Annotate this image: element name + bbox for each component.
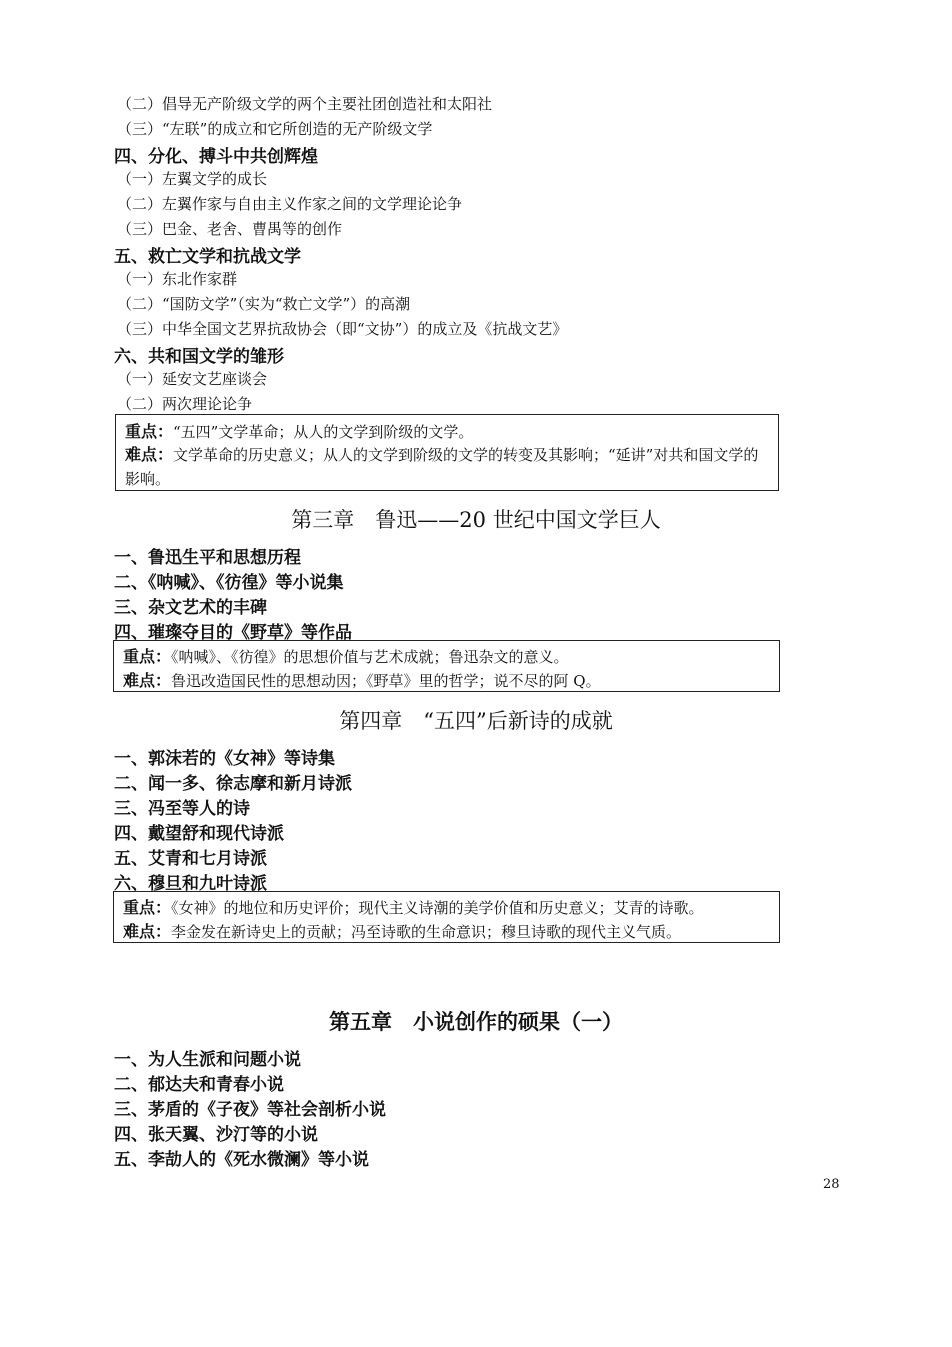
chapter-item: 六、穆旦和九叶诗派 xyxy=(114,874,267,894)
chapter-item: 一、鲁迅生平和思想历程 xyxy=(114,548,301,568)
difficulty-label: 难点： xyxy=(123,922,172,941)
subsection-line: （二）“国防文学”（实为“救亡文学”）的高潮 xyxy=(117,295,411,313)
subsection-line: （一）左翼文学的成长 xyxy=(117,170,268,188)
key-point-label: 重点： xyxy=(125,422,174,441)
chapter-item: 二、闻一多、徐志摩和新月诗派 xyxy=(114,774,352,794)
page-number: 28 xyxy=(823,1177,840,1192)
chapter-item: 二、《呐喊》、《彷徨》等小说集 xyxy=(114,573,344,593)
subsection-line: （一）延安文艺座谈会 xyxy=(117,370,268,388)
key-points-box xyxy=(113,640,780,692)
subsection-line: （二）两次理论论争 xyxy=(117,395,253,413)
chapter-item: 一、郭沫若的《女神》等诗集 xyxy=(114,749,335,769)
subsection-line: （三）“左联”的成立和它所创造的无产阶级文学 xyxy=(117,120,433,138)
key-point-row xyxy=(123,644,569,667)
key-point-label: 重点： xyxy=(123,647,172,666)
difficulty-row xyxy=(123,919,681,942)
difficulty-text: 李金发在新诗史上的贡献；冯至诗歌的生命意识；穆旦诗歌的现代主义气质。 xyxy=(171,923,682,941)
chapter-item: 五、艾青和七月诗派 xyxy=(114,849,267,869)
chapter-item: 三、杂文艺术的丰碑 xyxy=(114,598,267,618)
subsection-line: （一）东北作家群 xyxy=(117,270,238,288)
key-point-row xyxy=(123,895,704,918)
difficulty-text: 鲁迅改造国民性的思想动因；《野草》里的哲学；说不尽的阿 Q。 xyxy=(171,672,601,690)
subsection-line: （二）左翼作家与自由主义作家之间的文学理论论争 xyxy=(117,195,463,213)
chapter-title: 第四章 “五四”后新诗的成就 xyxy=(339,709,613,733)
chapter-item: 四、张天翼、沙汀等的小说 xyxy=(114,1125,318,1145)
chapter-item: 二、郁达夫和青春小说 xyxy=(114,1075,284,1095)
chapter-item: 四、璀璨夺目的《野草》等作品 xyxy=(114,623,352,643)
key-point-text: 《呐喊》、《彷徨》的思想价值与艺术成就；鲁迅杂文的意义。 xyxy=(171,648,569,666)
chapter-item: 一、为人生派和问题小说 xyxy=(114,1050,301,1070)
subsection-line: （三）中华全国文艺界抗敌协会（即“文协”）的成立及《抗战文艺》 xyxy=(117,320,568,338)
key-point-label: 重点： xyxy=(123,898,172,917)
subsection-line: （三）巴金、老舍、曹禺等的创作 xyxy=(117,220,343,238)
key-point-row xyxy=(125,419,473,442)
difficulty-row xyxy=(123,668,601,691)
chapter-item: 五、李劼人的《死水微澜》等小说 xyxy=(114,1150,369,1170)
key-point-text: 《女神》的地位和历史评价；现代主义诗潮的美学价值和历史意义；艾青的诗歌。 xyxy=(171,899,704,917)
difficulty-label: 难点： xyxy=(123,671,172,690)
section-heading: 四、分化、搏斗中共创辉煌 xyxy=(114,147,318,167)
difficulty-row xyxy=(125,443,770,491)
difficulty-label: 难点： xyxy=(125,445,174,464)
chapter-item: 三、茅盾的《子夜》等社会剖析小说 xyxy=(114,1100,386,1120)
chapter-item: 三、冯至等人的诗 xyxy=(114,799,250,819)
section-heading: 五、救亡文学和抗战文学 xyxy=(114,247,301,267)
chapter-title: 第五章 小说创作的硕果（一） xyxy=(329,1010,623,1034)
key-point-text: “五四”文学革命；从人的文学到阶级的文学。 xyxy=(173,423,474,441)
key-points-box xyxy=(113,891,780,943)
section-heading: 六、共和国文学的雏形 xyxy=(114,347,284,367)
subsection-line: （二）倡导无产阶级文学的两个主要社团创造社和太阳社 xyxy=(117,95,493,113)
chapter-item: 四、戴望舒和现代诗派 xyxy=(114,824,284,844)
chapter-title: 第三章 鲁迅——20 世纪中国文学巨人 xyxy=(291,508,661,532)
key-points-box xyxy=(115,414,779,491)
difficulty-text: 文学革命的历史意义；从人的文学到阶级的文学的转变及其影响；“延讲”对共和国文学的影响。 xyxy=(125,446,759,488)
